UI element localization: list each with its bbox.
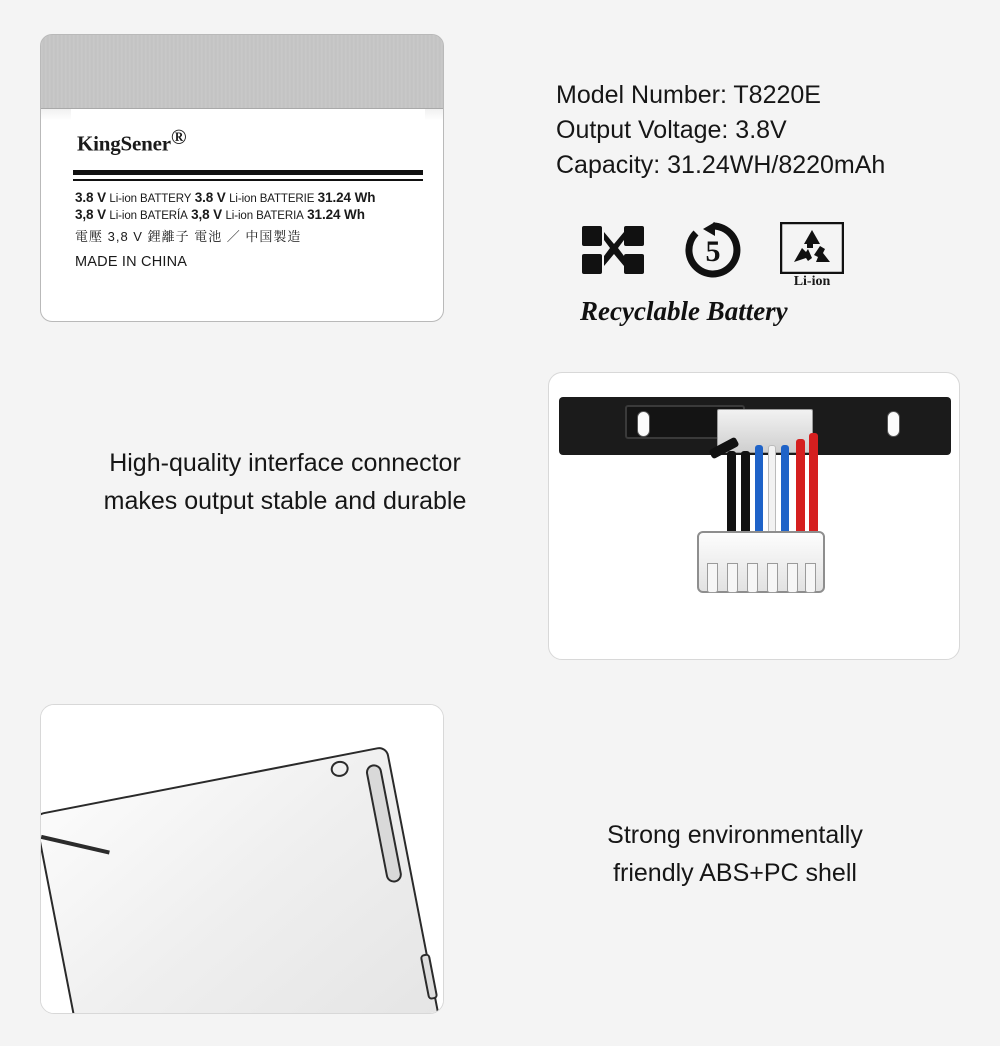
wire-white <box>768 445 776 539</box>
label-chem-b: Li-ion BATERIA <box>225 210 304 223</box>
spec-list <box>556 78 986 183</box>
divider-thick <box>73 170 423 175</box>
shell-corner-notch <box>329 759 350 778</box>
battery-label-photo <box>40 34 444 322</box>
connector-caption-line1: High-quality interface connector <box>109 449 461 477</box>
label-cjk-line: 電壓 3,8 V 鋰離子 電池 ／ 中国製造 <box>75 229 302 245</box>
brand-trademark-mark: ® <box>170 125 187 149</box>
wire-blue <box>781 445 789 539</box>
brand-name: KingSener <box>77 131 171 156</box>
shell-stage <box>41 705 443 1013</box>
label-capacity: 31.24 Wh <box>317 190 376 206</box>
shell-left-fold-line <box>41 835 110 855</box>
label-chem-b: Li-ion BATTERIE <box>229 193 315 206</box>
plug-pin <box>747 563 758 593</box>
mount-hole <box>887 411 900 437</box>
label-voltage-a: 3.8 V <box>75 190 107 206</box>
shell-caption <box>500 816 970 892</box>
label-origin: MADE IN CHINA <box>75 254 188 271</box>
connector-caption <box>40 444 530 520</box>
shell-body <box>41 745 443 1013</box>
label-metal-strip <box>41 35 443 109</box>
shell-caption-line2: friendly ABS+PC shell <box>613 859 857 887</box>
recycle-triangle-label: Li-ion <box>793 274 831 289</box>
plug-pin <box>805 563 816 593</box>
label-chem-a: Li-ion BATERÍA <box>109 210 188 223</box>
spec-output-voltage: Output Voltage: 3.8V <box>556 116 787 144</box>
mount-hole <box>637 411 650 437</box>
battery-abs-pc-shell-photo <box>40 704 444 1014</box>
shell-side-bump <box>420 953 439 1000</box>
label-voltage-b: 3.8 V <box>194 190 226 206</box>
plug-pin <box>707 563 718 593</box>
recycle-triangle-icon <box>780 222 844 279</box>
plug-pin <box>727 563 738 593</box>
battery-interface-connector-photo <box>548 372 960 660</box>
plug-pin <box>787 563 798 593</box>
label-voltage-a: 3,8 V <box>75 207 107 223</box>
label-spec-line <box>71 206 425 223</box>
crossed-out-wheelie-bin-icon <box>580 222 648 283</box>
divider-thin <box>73 179 423 181</box>
wire-red <box>796 439 805 539</box>
label-spec-line <box>71 189 425 206</box>
label-capacity: 31.24 Wh <box>307 207 365 223</box>
spec-capacity: Capacity: 31.24WH/8220mAh <box>556 151 886 179</box>
wire-black <box>727 451 736 539</box>
shell-side-edge <box>365 763 404 884</box>
plug-pin <box>767 563 778 593</box>
label-voltage-b: 3,8 V <box>191 207 223 223</box>
cycle-number: 5 <box>705 235 721 268</box>
spec-model-number: Model Number: T8220E <box>556 81 821 109</box>
certification-icon-row <box>580 222 880 289</box>
shell-caption-line1: Strong environmentally <box>607 821 863 849</box>
connector-plug <box>697 531 825 593</box>
wire-blue <box>755 445 763 539</box>
connector-caption-line2: makes output stable and durable <box>103 487 467 515</box>
wire-black <box>741 451 750 539</box>
five-year-recycle-cycle-icon <box>682 222 744 283</box>
recyclable-battery-caption: Recyclable Battery <box>580 296 788 326</box>
brand-row <box>71 109 425 164</box>
wire-red <box>809 433 818 539</box>
connector-stage <box>549 373 959 659</box>
label-print-area <box>71 109 425 297</box>
label-chem-a: Li-ion BATTERY <box>109 193 192 206</box>
